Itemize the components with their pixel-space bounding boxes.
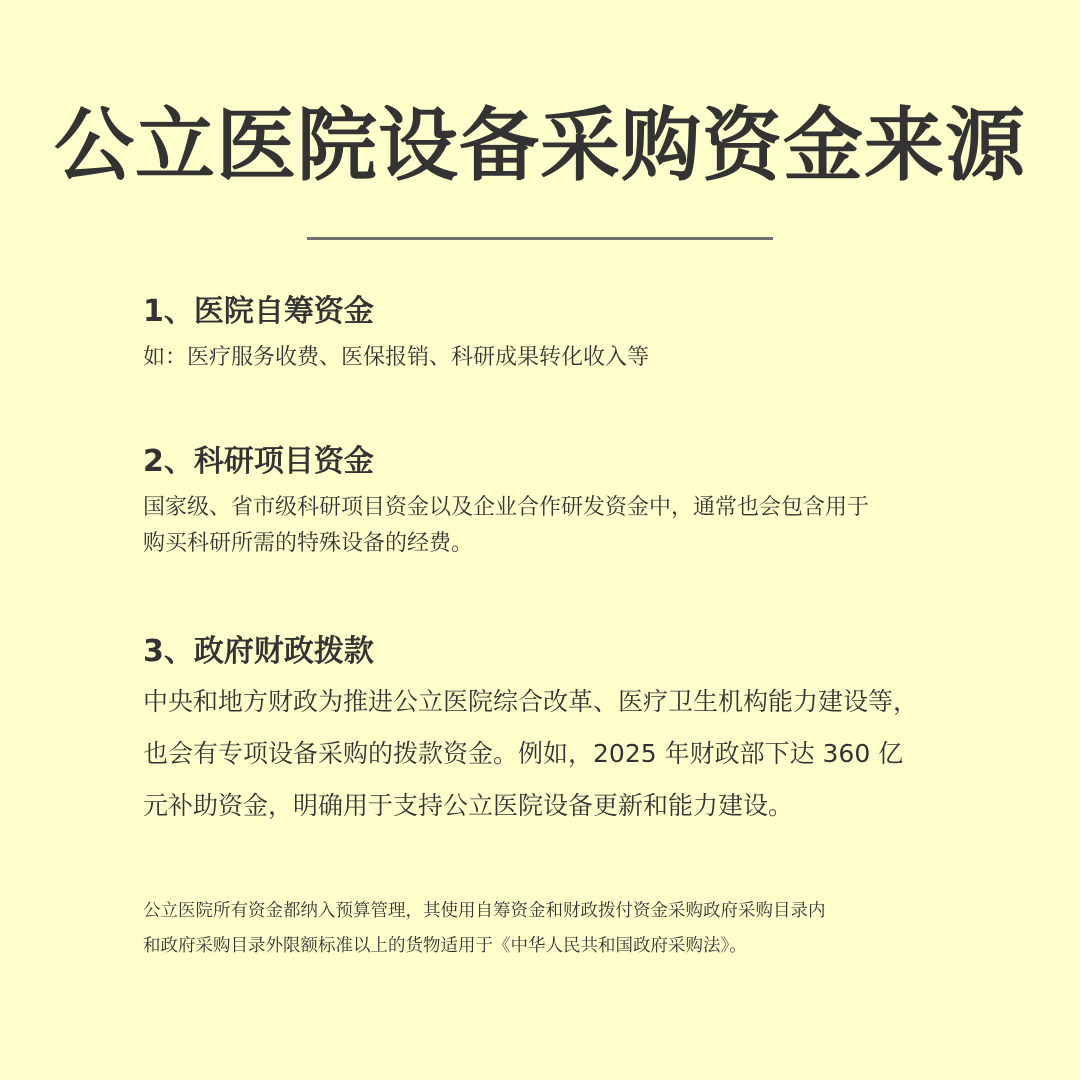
footnote-line: 和政府采购目录外限额标准以上的货物适用于《中华人民共和国政府采购法》。 [143, 936, 747, 956]
footnote-line: 公立医院所有资金都纳入预算管理，其使用自筹资金和财政拨付资金采购政府采购目录内 [143, 901, 826, 921]
page-title: 公立医院设备采购资金来源 [54, 99, 1026, 192]
body-line: 如：医疗服务收费、医保报销、科研成果转化收入等 [143, 345, 650, 370]
title-divider [307, 237, 773, 240]
section-heading: 2、科研项目资金 [143, 444, 374, 479]
section-heading: 1、医院自筹资金 [143, 294, 374, 329]
section-self-raised-funds [143, 292, 963, 376]
section-body [143, 490, 963, 562]
body-line: 购买科研所需的特殊设备的经费。 [143, 531, 474, 556]
body-line: 国家级、省市级科研项目资金以及企业合作研发资金中，通常也会包含用于 [143, 495, 870, 520]
body-line: 中央和地方财政为推进公立医院综合改革、医疗卫生机构能力建设等， [143, 687, 919, 716]
section-government-funding [143, 632, 963, 832]
section-heading: 3、政府财政拨款 [143, 634, 374, 669]
section-body [143, 676, 963, 832]
body-line: 元补助资金，明确用于支持公立医院设备更新和能力建设。 [143, 791, 794, 820]
footnote [143, 894, 963, 964]
body-line: 也会有专项设备采购的拨款资金。例如，2025 年财政部下达 360 亿 [143, 739, 904, 768]
section-research-funds [143, 442, 963, 562]
section-body [143, 340, 963, 376]
